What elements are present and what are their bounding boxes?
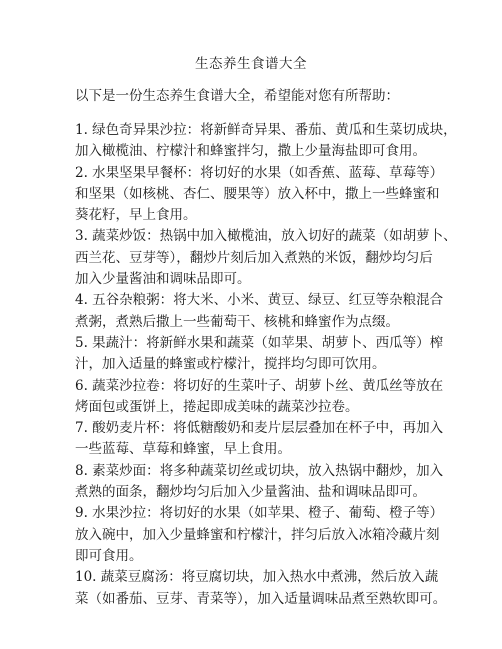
recipe-item (75, 567, 447, 610)
recipe-line: 烤面包或蛋饼上，捲起即成美味的蔬菜沙拉卷。 (75, 398, 359, 415)
recipe-line: 5. 果蔬汁：将新鲜水果和蔬菜（如苹果、胡萝卜、西瓜等）榨 (75, 334, 444, 351)
recipe-line: 放入碗中，加入少量蜂蜜和柠檬汁，拌匀后放入冰箱冷藏片刻 (75, 526, 440, 543)
page-title: 生态养生食谱大全 (195, 56, 307, 72)
recipe-item (75, 163, 447, 227)
recipe-line: 汁，加入适量的蜂蜜或柠檬汁，搅拌均匀即可饮用。 (75, 356, 386, 373)
recipe-line: 即可食用。 (75, 547, 143, 564)
recipe-item (75, 290, 447, 333)
recipe-item (75, 226, 457, 290)
recipe-line: 9. 水果沙拉：将切好的水果（如苹果、橙子、葡萄、橙子等） (75, 505, 444, 522)
recipe-line: 西兰花、豆芽等），翻炒片刻后加入煮熟的米饭，翻炒均匀后 (75, 249, 433, 266)
recipe-item (75, 418, 447, 461)
recipe-line: 煮熟的面条，翻炒均匀后加入少量酱油、盐和调味品即可。 (75, 484, 426, 501)
recipe-item (75, 376, 447, 419)
recipe-item (75, 333, 447, 376)
recipe-item (75, 503, 447, 567)
recipe-line: 1. 绿色奇异果沙拉：将新鲜奇异果、番茄、黄瓜和生菜切成块， (75, 122, 457, 138)
recipe-line: 2. 水果坚果早餐杯：将切好的水果（如香蕉、蓝莓、草莓等） (75, 164, 444, 181)
recipe-line: 3. 蔬菜炒饭：热锅中加入橄榄油，放入切好的蔬菜（如胡萝卜、 (75, 228, 457, 245)
recipe-line: 葵花籽，早上食用。 (75, 207, 197, 224)
recipe-line: 4. 五谷杂粮粥：将大米、小米、黄豆、绿豆、红豆等杂粮混合 (75, 292, 444, 309)
recipe-line: 7. 酸奶麦片杯：将低糖酸奶和麦片层层叠加在杯子中，再加入 (75, 420, 444, 437)
recipe-line: 煮粥，煮熟后撒上一些葡萄干、核桃和蜂蜜作为点缀。 (75, 313, 399, 330)
recipe-line: 6. 蔬菜沙拉卷：将切好的生菜叶子、胡萝卜丝、黄瓜丝等放在 (75, 377, 444, 394)
recipe-line: 8. 素菜炒面：将多种蔬菜切丝或切块，放入热锅中翻炒，加入 (75, 462, 444, 479)
recipe-line: 和坚果（如核桃、杏仁、腰果等）放入杯中，撒上一些蜂蜜和 (75, 185, 440, 202)
recipe-line: 加入少量酱油和调味品即可。 (75, 271, 251, 288)
recipe-item (75, 120, 457, 163)
recipe-list (75, 120, 457, 610)
recipe-line: 一些蓝莓、草莓和蜂蜜，早上食用。 (75, 441, 291, 458)
recipe-item (75, 461, 447, 504)
recipe-line: 10. 蔬菜豆腐汤：将豆腐切块，加入热水中煮沸，然后放入蔬 (75, 569, 439, 586)
recipe-line: 加入橄榄油、柠檬汁和蜂蜜拌匀，撒上少量海盐即可食用。 (75, 143, 426, 160)
recipe-line: 菜（如番茄、豆芽、青菜等），加入适量调味品煮至熟软即可。 (75, 590, 447, 607)
intro-paragraph: 以下是一份生态养生食谱大全，希望能对您有所帮助： (75, 88, 399, 104)
